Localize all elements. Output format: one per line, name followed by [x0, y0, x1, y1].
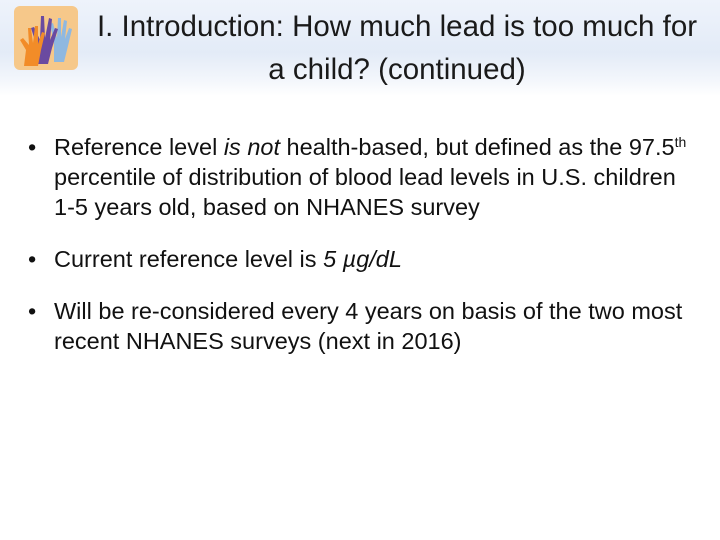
bullet-text-part: percentile of distribution of blood lead levels in U.S. children 1-5 years old, based on NHANES survey [54, 164, 676, 220]
bullet-text-part: Current reference level is [54, 246, 324, 272]
slide-title: I. Introduction: How much lead is too much for a child? (continued) [96, 10, 698, 86]
hands-logo-graphic [14, 6, 78, 70]
bullet-marker: • [28, 298, 37, 324]
bullet-item-current-level [28, 244, 700, 274]
bullet-emphasis: is not [223, 134, 280, 160]
bullet-text-part: health-based, but defined as the 97.5 [280, 134, 675, 160]
bullet-item-reconsideration [28, 296, 700, 356]
hands-logo-icon [14, 6, 78, 70]
bullet-text: Will be re-considered every 4 years on basis of the two most recent NHANES surveys (next in 2016) [54, 298, 683, 354]
ordinal-superscript: th [674, 134, 687, 150]
bullet-marker: • [28, 246, 37, 272]
bullet-list [28, 132, 700, 378]
bullet-marker: • [28, 134, 37, 160]
bullet-item-reference-level [28, 132, 700, 222]
bullet-emphasis: 5 µg/dL [323, 246, 402, 272]
bullet-text-part: Reference level [54, 134, 224, 160]
